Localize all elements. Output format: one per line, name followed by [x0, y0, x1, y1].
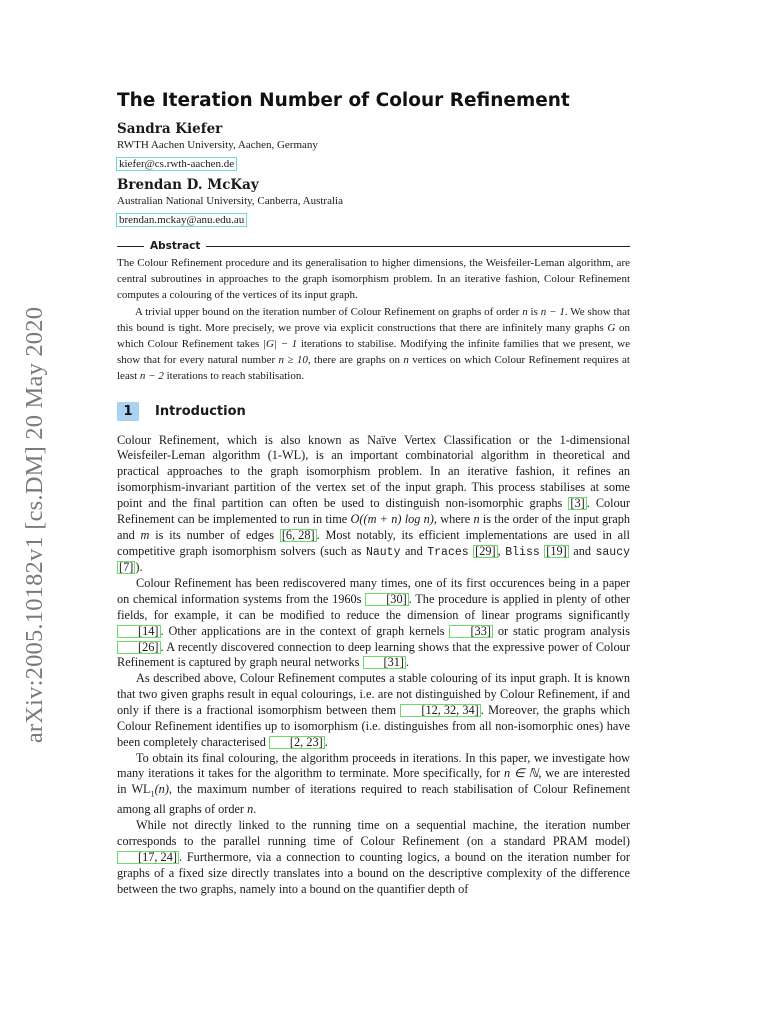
- tool-saucy: saucy: [595, 545, 631, 559]
- author-affiliation-1: RWTH Aachen University, Aachen, Germany: [117, 139, 318, 151]
- wl-notation: $WL_1(n)$: [131, 782, 169, 799]
- arxiv-identifier: arXiv:2005.10182v1 [cs.DM] 20 May 2020: [21, 306, 48, 744]
- citation-link[interactable]: [19]: [546, 543, 567, 558]
- author-affiliation-2: Australian National University, Canberra, Australia: [117, 195, 343, 207]
- section-number: 1: [117, 402, 139, 421]
- section-title: Introduction: [155, 403, 246, 419]
- intro-paragraph-5: While not directly linked to the running time on a sequential machine, the iteration number corresponds to the parallel running time of Colour Refinement (on a standard PRAM model) [17, 24] . Furthermore, via a connection to counting logics, a bound on the iteration number for graphs of a fixed size directly translates into a bound on the descriptive complexity of the difference between the two graphs, namely into a bound on the quantifier depth of: [117, 818, 630, 896]
- citation-link[interactable]: [31]: [363, 656, 407, 669]
- citation-link[interactable]: [7]: [119, 560, 134, 575]
- paper-title: The Iteration Number of Colour Refinement: [117, 90, 570, 111]
- citation-link[interactable]: [30]: [365, 593, 409, 606]
- abstract-body: [117, 255, 630, 385]
- citation-link[interactable]: [33]: [449, 625, 493, 638]
- author-name-1: Sandra Kiefer: [117, 121, 223, 137]
- abstract-heading-label: Abstract: [150, 240, 201, 252]
- tool-traces: Traces: [427, 545, 469, 559]
- citation-link[interactable]: [26]: [117, 641, 161, 654]
- abstract-rule-right: [206, 246, 630, 247]
- tool-nauty: Nauty: [365, 545, 401, 559]
- introduction-body: [117, 433, 630, 898]
- abstract-paragraph-2: A trivial upper bound on the iteration number of Colour Refinement on graphs of order n is n − 1. We show that this bound is tight. More precisely, we prove via explicit constructions that there are infinitely many graphs G on which Colour Refinement takes |G| − 1 iterations to stabilise. Modifying the infinite families that we present, we show that for every natural number n ≥ 10, there are graphs on n vertices on which Colour Refinement requires at least n − 2 iterations to reach stabilisation.: [117, 305, 631, 383]
- citation-link[interactable]: [3]: [570, 496, 585, 510]
- abstract-paragraph-1: The Colour Refinement procedure and its generalisation to higher dimensions, the Weisfeiler-Leman algorithm, are central subroutines in approaches to the graph isomorphism problem. In an iterative fashion, Colour Refinement computes a colouring of the vertices of its input graph.: [117, 257, 630, 302]
- author-email-link-1[interactable]: kiefer@cs.rwth-aachen.de: [116, 157, 237, 171]
- intro-paragraph-1: Colour Refinement, which is also known as Naïve Vertex Classification or the 1-dimensional Weisfeiler-Leman algorithm (1-WL), is an important combinatorial algorithm in theoretical and practical approaches to the graph isomorphism problem. In an iterative fashion, it refines an isomorphism-invariant partition of the vertex set of the input graph. This process stabilises at some point and the final partition can often be used to distinguish non-isomorphic graphs [3] . Colour Refinement can be implemented to run in time O((m + n) log n), where n is the order of the input graph and m is its number of edges [6, 28] . Most notably, its efficient implementations are used in all competitive graph isomorphism solvers (such as Nauty and Traces [29] , Bliss [19] and saucy [7] ).: [117, 432, 631, 575]
- tool-bliss: Bliss: [505, 545, 540, 559]
- citation-link[interactable]: [12, 32, 34]: [400, 704, 480, 717]
- section-heading-introduction: [117, 402, 630, 421]
- intro-paragraph-2: Colour Refinement has been rediscovered many times, one of its first occurences being in a paper on chemical information systems from the 1960s [30] . The procedure is applied in plenty of other fields, for example, it can be modified to reduce the dimension of linear programs significantly [14] . Other applications are in the context of graph kernels [33] or static program analysis [26] . A recently discovered connection to deep learning shows that the expressive power of Colour Refinement is captured by graph neural networks [31] .: [117, 576, 630, 670]
- paper-page: [117, 88, 630, 898]
- arxiv-sidebar: [20, 300, 50, 750]
- citation-link[interactable]: [29]: [475, 543, 496, 558]
- intro-paragraph-3: As described above, Colour Refinement computes a stable colouring of its input graph. It is known that two given graphs result in equal colourings, i.e. are not distinguished by Colour Refinement, if and only if there is a fractional isomorphism between them [12, 32, 34] . Moreover, the graphs which Colour Refinement identifies up to isomorphism (i.e. distinguishes from all non-isomorphic ones) have been completely characterised [2, 23] .: [117, 671, 630, 749]
- citation-link[interactable]: [2, 23]: [269, 736, 325, 749]
- intro-paragraph-4: To obtain its final colouring, the algorithm proceeds in iterations. In this paper, we investigate how many iterations it takes for the algorithm to terminate. More specifically, for n ∈ ℕ, we are interested in $WL_1(n)$, the maximum number of iterations required to reach stabilisation of Colour Refinement among all graphs of order n.: [117, 750, 631, 817]
- author-email-link-2[interactable]: brendan.mckay@anu.edu.au: [116, 213, 247, 227]
- citation-link[interactable]: [6, 28]: [281, 527, 315, 542]
- abstract-rule-left: [117, 246, 144, 247]
- citation-link[interactable]: [17, 24]: [117, 851, 179, 864]
- author-name-2: Brendan D. McKay: [117, 177, 259, 193]
- citation-link[interactable]: [14]: [117, 625, 161, 638]
- abstract-heading: [117, 240, 630, 252]
